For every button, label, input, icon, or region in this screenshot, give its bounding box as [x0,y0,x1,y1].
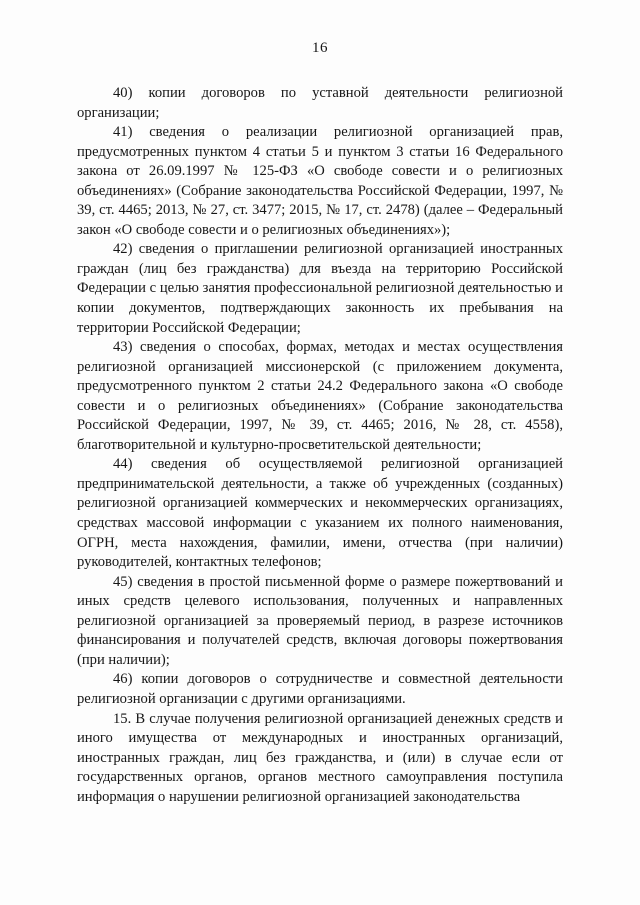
paragraph-item-45: 45) сведения в простой письменной форме о размере пожертвований и иных средств целевого использования, полученных и направленных религиозной организацией за проверяемый период, в разрезе источников финансирования и получателей средств, включая договоры пожертвования (при наличии); [77,573,563,668]
paragraph-item-40: 40) копии договоров по уставной деятельности религиозной организации; [77,85,563,121]
paragraph-item-46: 46) копии договоров о сотрудничестве и совместной деятельности религиозной организации с другими организациями. [77,671,563,707]
paragraph-item-42: 42) сведения о приглашении религиозной организацией иностранных граждан (лиц без гражданства) для въезда на территорию Российской Федерации с целью занятия профессиональной религиозной деятельностью и копии документов, подтверждающих законность их пребывания на территории Российской Федерации; [77,241,563,336]
paragraph-item-43: 43) сведения о способах, формах, методах и местах осуществления религиозной организацией миссионерской (с приложением документа, предусмотренного пунктом 2 статьи 24.2 Федерального закона «О свободе совести и о религиозных объединениях» (Собрание законодательства Российской Федерации, 1997, № 39, ст. 4465; 2016, № 28, ст. 4558), благотворительной и культурно-просветительской деятельности; [77,339,563,453]
paragraph-item-41: 41) сведения о реализации религиозной организацией прав, предусмотренных пунктом 4 статьи 5 и пунктом 3 статьи 16 Федерального закона от 26.09.1997 № 125-ФЗ «О свободе совести и о религиозных объединениях» (Собрание законодательства Российской Федерации, 1997, № 39, ст. 4465; 2013, № 27, ст. 3477; 2015, № 17, ст. 2478) (далее – Федеральный закон «О свободе совести и о религиозных объединениях»); [77,124,563,238]
paragraph-item-44: 44) сведения об осуществляемой религиозной организацией предпринимательской деятельности, а также об учрежденных (созданных) религиозной организацией коммерческих и некоммерческих организациях, средствах массовой информации с указанием их полного наименования, ОГРН, места нахождения, фамилии, имени, отчества (при наличии) руководителей, контактных телефонов; [77,456,563,571]
paragraph-section-15: 15. В случае получения религиозной организацией денежных средств и иного имущества от международных и иностранных организаций, иностранных граждан, лиц без гражданства, и (или) в случае если от государственных органов, органов местного самоуправления поступила информация о нарушении религиозной организацией законодательства [77,710,563,805]
page-number: 16 [312,40,328,56]
document-body [77,84,563,807]
